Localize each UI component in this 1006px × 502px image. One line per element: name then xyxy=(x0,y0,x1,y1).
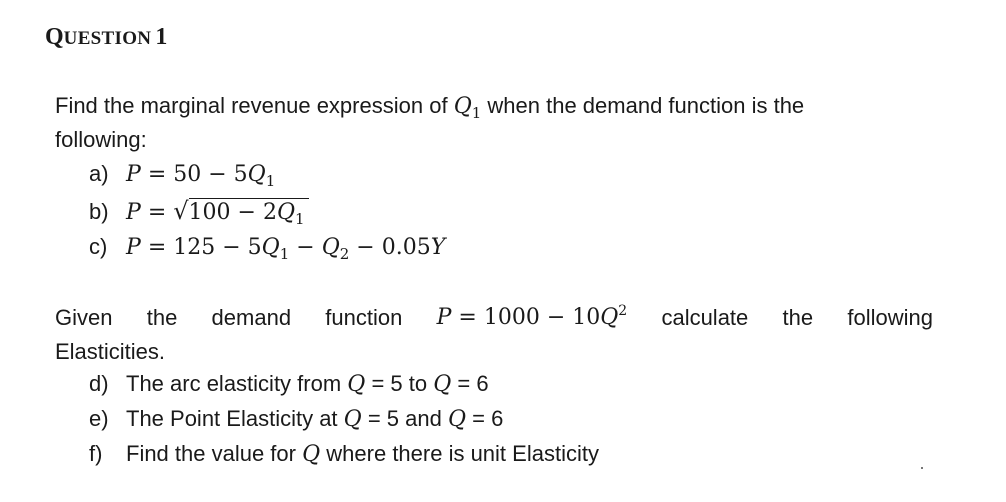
part-d-var2: Q xyxy=(433,372,452,397)
intro-text-after: when the demand function is the xyxy=(487,93,805,118)
heading-rest: UESTION xyxy=(63,28,152,49)
part-a-sub: 1 xyxy=(265,172,276,190)
part-c-var3: Y xyxy=(430,235,446,260)
part-a-label: a) xyxy=(89,161,109,186)
part-b xyxy=(89,197,309,228)
part-e xyxy=(89,405,503,434)
given-line-2: Elasticities. xyxy=(55,339,166,364)
given-paragraph xyxy=(55,302,933,367)
intro-var: Q xyxy=(453,94,472,119)
given-word: calculate xyxy=(661,305,749,330)
given-word: following xyxy=(847,305,933,330)
sqrt-sign: √ xyxy=(173,197,189,225)
part-d-eq2: = 6 xyxy=(451,371,489,396)
part-c-sub2: 2 xyxy=(339,245,350,263)
part-a-rhs: 50 − 5 xyxy=(173,162,248,187)
part-c-lhs: P xyxy=(126,235,141,260)
part-b-var: Q xyxy=(276,200,296,225)
part-c-sub1: 1 xyxy=(279,245,290,263)
part-a-eq: = xyxy=(147,162,167,187)
given-word: demand xyxy=(211,305,292,330)
part-c-term3: − 0.05 xyxy=(349,235,431,260)
part-e-eq1: = 5 and xyxy=(361,406,448,431)
part-c-var2: Q xyxy=(321,235,340,260)
part-a xyxy=(89,160,275,190)
given-formula xyxy=(437,302,628,336)
given-word: Given xyxy=(55,305,113,330)
part-f-text1: Find the value for xyxy=(126,441,296,466)
part-b-label: b) xyxy=(89,199,109,224)
heading-initial: Q xyxy=(45,24,64,50)
part-c-eq: = xyxy=(147,235,167,260)
part-f-text2: where there is unit Elasticity xyxy=(326,441,599,466)
part-b-rhs: 100 − 2 xyxy=(188,200,277,225)
part-b-lhs: P xyxy=(126,200,141,225)
sqrt-symbol xyxy=(173,197,308,228)
given-formula-sup: 2 xyxy=(618,303,628,319)
intro-line-1 xyxy=(55,90,804,124)
part-c-var1: Q xyxy=(261,235,280,260)
question-number: 1 xyxy=(155,24,168,50)
part-e-eq2: = 6 xyxy=(466,406,504,431)
intro-line-2: following: xyxy=(55,127,147,152)
part-a-lhs: P xyxy=(126,162,141,187)
part-d-label: d) xyxy=(89,371,109,396)
part-e-label: e) xyxy=(89,406,109,431)
part-b-eq: = xyxy=(147,200,167,225)
part-c-term2: − xyxy=(289,235,322,260)
intro-var-sub: 1 xyxy=(471,104,482,122)
given-word: function xyxy=(325,305,403,330)
part-a-var: Q xyxy=(247,162,266,187)
given-formula-rhs: = 1000 − 10 xyxy=(458,305,601,330)
question-heading xyxy=(45,24,167,51)
part-e-text: The Point Elasticity at xyxy=(126,406,338,431)
given-line-1 xyxy=(55,302,933,336)
part-d-eq1: = 5 to xyxy=(365,371,434,396)
part-f-var: Q xyxy=(302,442,321,467)
part-f-label: f) xyxy=(89,441,103,466)
part-e-var2: Q xyxy=(447,407,467,432)
stray-dot xyxy=(921,467,923,469)
part-f xyxy=(89,440,599,469)
part-d-var1: Q xyxy=(347,372,366,397)
part-d-text: The arc elasticity from xyxy=(126,371,342,396)
given-word: the xyxy=(146,305,178,330)
given-formula-var: Q xyxy=(600,305,619,330)
part-e-var1: Q xyxy=(343,407,362,432)
intro-paragraph xyxy=(55,90,804,155)
intro-text-before: Find the marginal revenue expression of xyxy=(55,93,448,118)
part-d xyxy=(89,370,489,399)
sqrt-radicand xyxy=(188,198,309,228)
part-b-sub: 1 xyxy=(295,210,305,228)
part-c xyxy=(89,233,445,263)
given-word: the xyxy=(782,305,814,330)
given-formula-lhs: P xyxy=(436,305,452,330)
part-c-label: c) xyxy=(89,234,108,259)
part-c-term1: 125 − 5 xyxy=(173,235,262,260)
